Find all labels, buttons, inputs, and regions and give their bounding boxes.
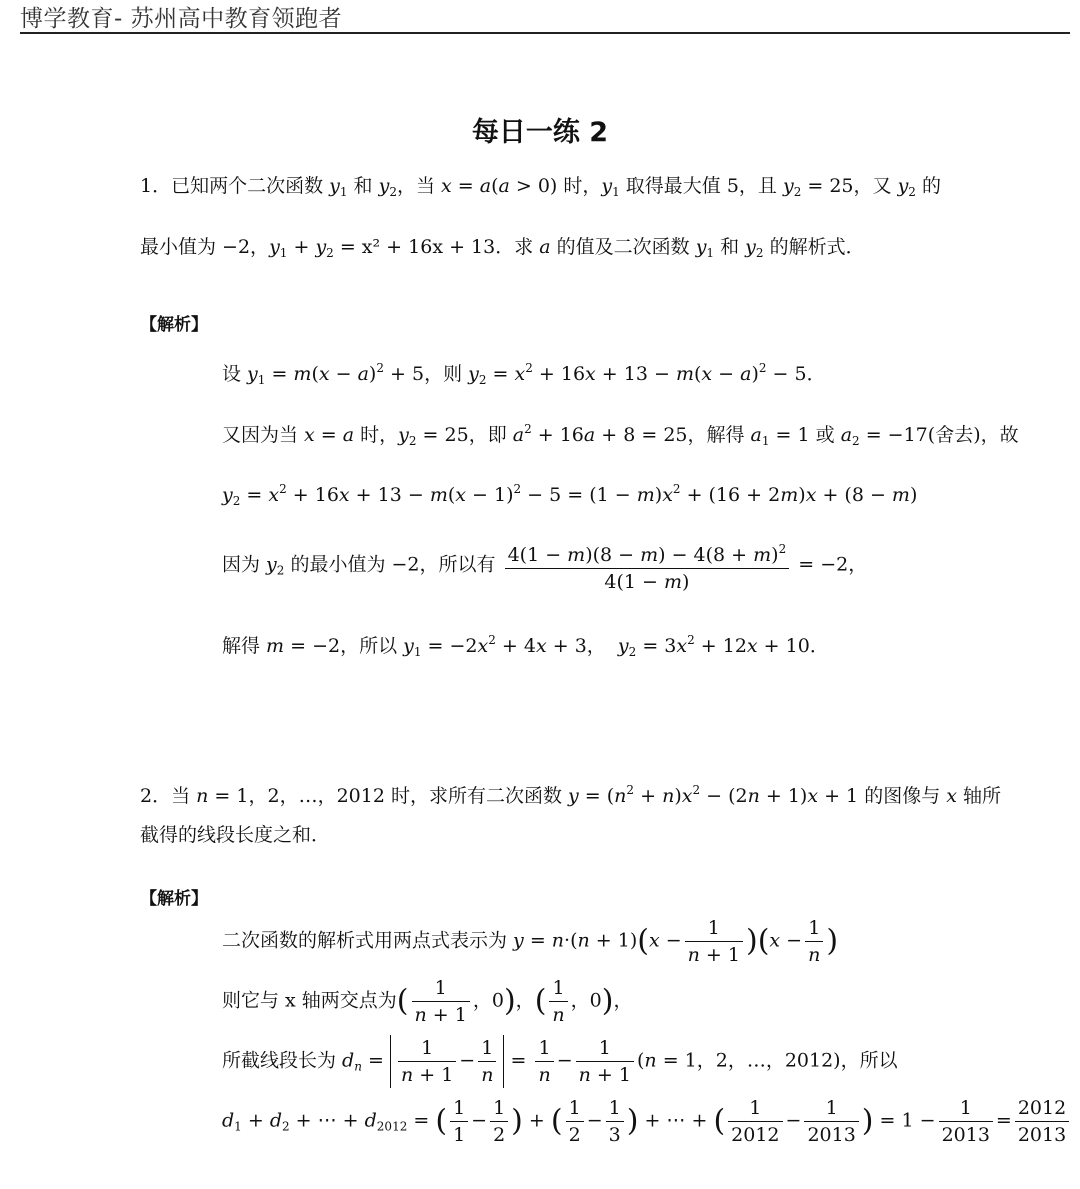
problem2-solution-line1: 二次函数的解析式用两点式表示为 y = n·(n + 1)(x − $\frac{1}{n + 1}$ )(x − $\frac{1}{n}$ ) xyxy=(222,917,839,966)
problem1-question-line1: 1．已知两个二次函数 $y_1$ 和 $y_2$，当 x = a(a > 0) 时，$y_1$ 取得最大值 5，且 $y_2 = 25$，又 $y_2$ 的 xyxy=(140,175,941,199)
problem2-question-line1: 2．当 n = 1，2，…，2012 时，求所有二次函数 $y = (n^2 + n)x^2 - (2n + 1)x + 1$ 的图像与 x 轴所 xyxy=(140,783,1002,807)
header-title: 博学教育- 苏州高中教育领跑者 xyxy=(20,6,343,32)
problem1-question-line2: 最小值为 −2，$y_1 + y_2 = x^2 + 16x + 13$．求 a 的值及二次函数 $y_1$ 和 $y_2$ 的解析式． xyxy=(140,236,865,260)
problem1-solution-line1: 设 $y_1 = m(x - a)^2 + 5$，则 $y_2 = x^2 + 16x + 13 - m(x - a)^2 - 5$． xyxy=(222,361,826,387)
problem1-solution-line2: 又因为当 x = a 时，$y_2 = 25$，即 $a^2 + 16a + 8 = 25$，解得 $a_1 = 1$ 或 $a_2 = -17$(舍去)，故 xyxy=(222,422,1019,448)
page-title: 每日一练 2 xyxy=(471,117,609,148)
problem2-section-label: 【解析】 xyxy=(140,889,208,909)
problem2-solution-line3: 所截线段长为 $d_n$ = $\frac{1}{n + 1}$ − $\frac{1}{n}$ = $\frac{1}{n}$ − $\frac{1}{n + 1}$ (n = 1，2，…，2012)，所以 xyxy=(222,1037,898,1086)
problem2-solution-line2: 则它与 x 轴两交点为( $\frac{1}{n + 1}$ ，0)，( $\frac{1}{n}$ ，0)， xyxy=(222,977,633,1026)
problem1-solution-line3: $y_2 = x^2 + 16x + 13 - m(x - 1)^2 - 5 = (1 - m)x^2 + (16 + 2m)x + (8 - m)$ xyxy=(222,482,918,508)
problem1-solution-line5: 解得 m = −2，所以 $y_1 = -2x^2 + 4x + 3$， $y_2 = 3x^2 + 12x + 10$． xyxy=(222,633,829,659)
problem1-solution-line4: 因为 $y_2$ 的最小值为 −2，所以有 $\frac{4(1 - m)(8 - m) - 4(8 + m)^2}{4(1 - m)}$ = −2， xyxy=(222,536,867,595)
problem2-question-line2: 截得的线段长度之和． xyxy=(140,824,331,846)
problem1-section-label: 【解析】 xyxy=(140,315,208,335)
min-value-fraction: $\frac{4(1 - m)(8 - m) - 4(8 + m)^2}{4(1 - m)}$ xyxy=(505,536,790,595)
problem2-solution-line4: $d_1 + d_2$ + ⋯ + $d_{2012}$ = ( $\frac{1}{1}$ − $\frac{1}{2}$ ) + ( $\frac{1}{2}$ − $\frac{1}{3}$ ) + ⋯ + ( $\frac{1}{2012}$ − $\frac{1}{2013}$ ) = 1 − $\frac{1}{2013}$ = $\frac{2012}{2013}$ xyxy=(222,1095,1072,1148)
header-divider xyxy=(20,32,1070,34)
